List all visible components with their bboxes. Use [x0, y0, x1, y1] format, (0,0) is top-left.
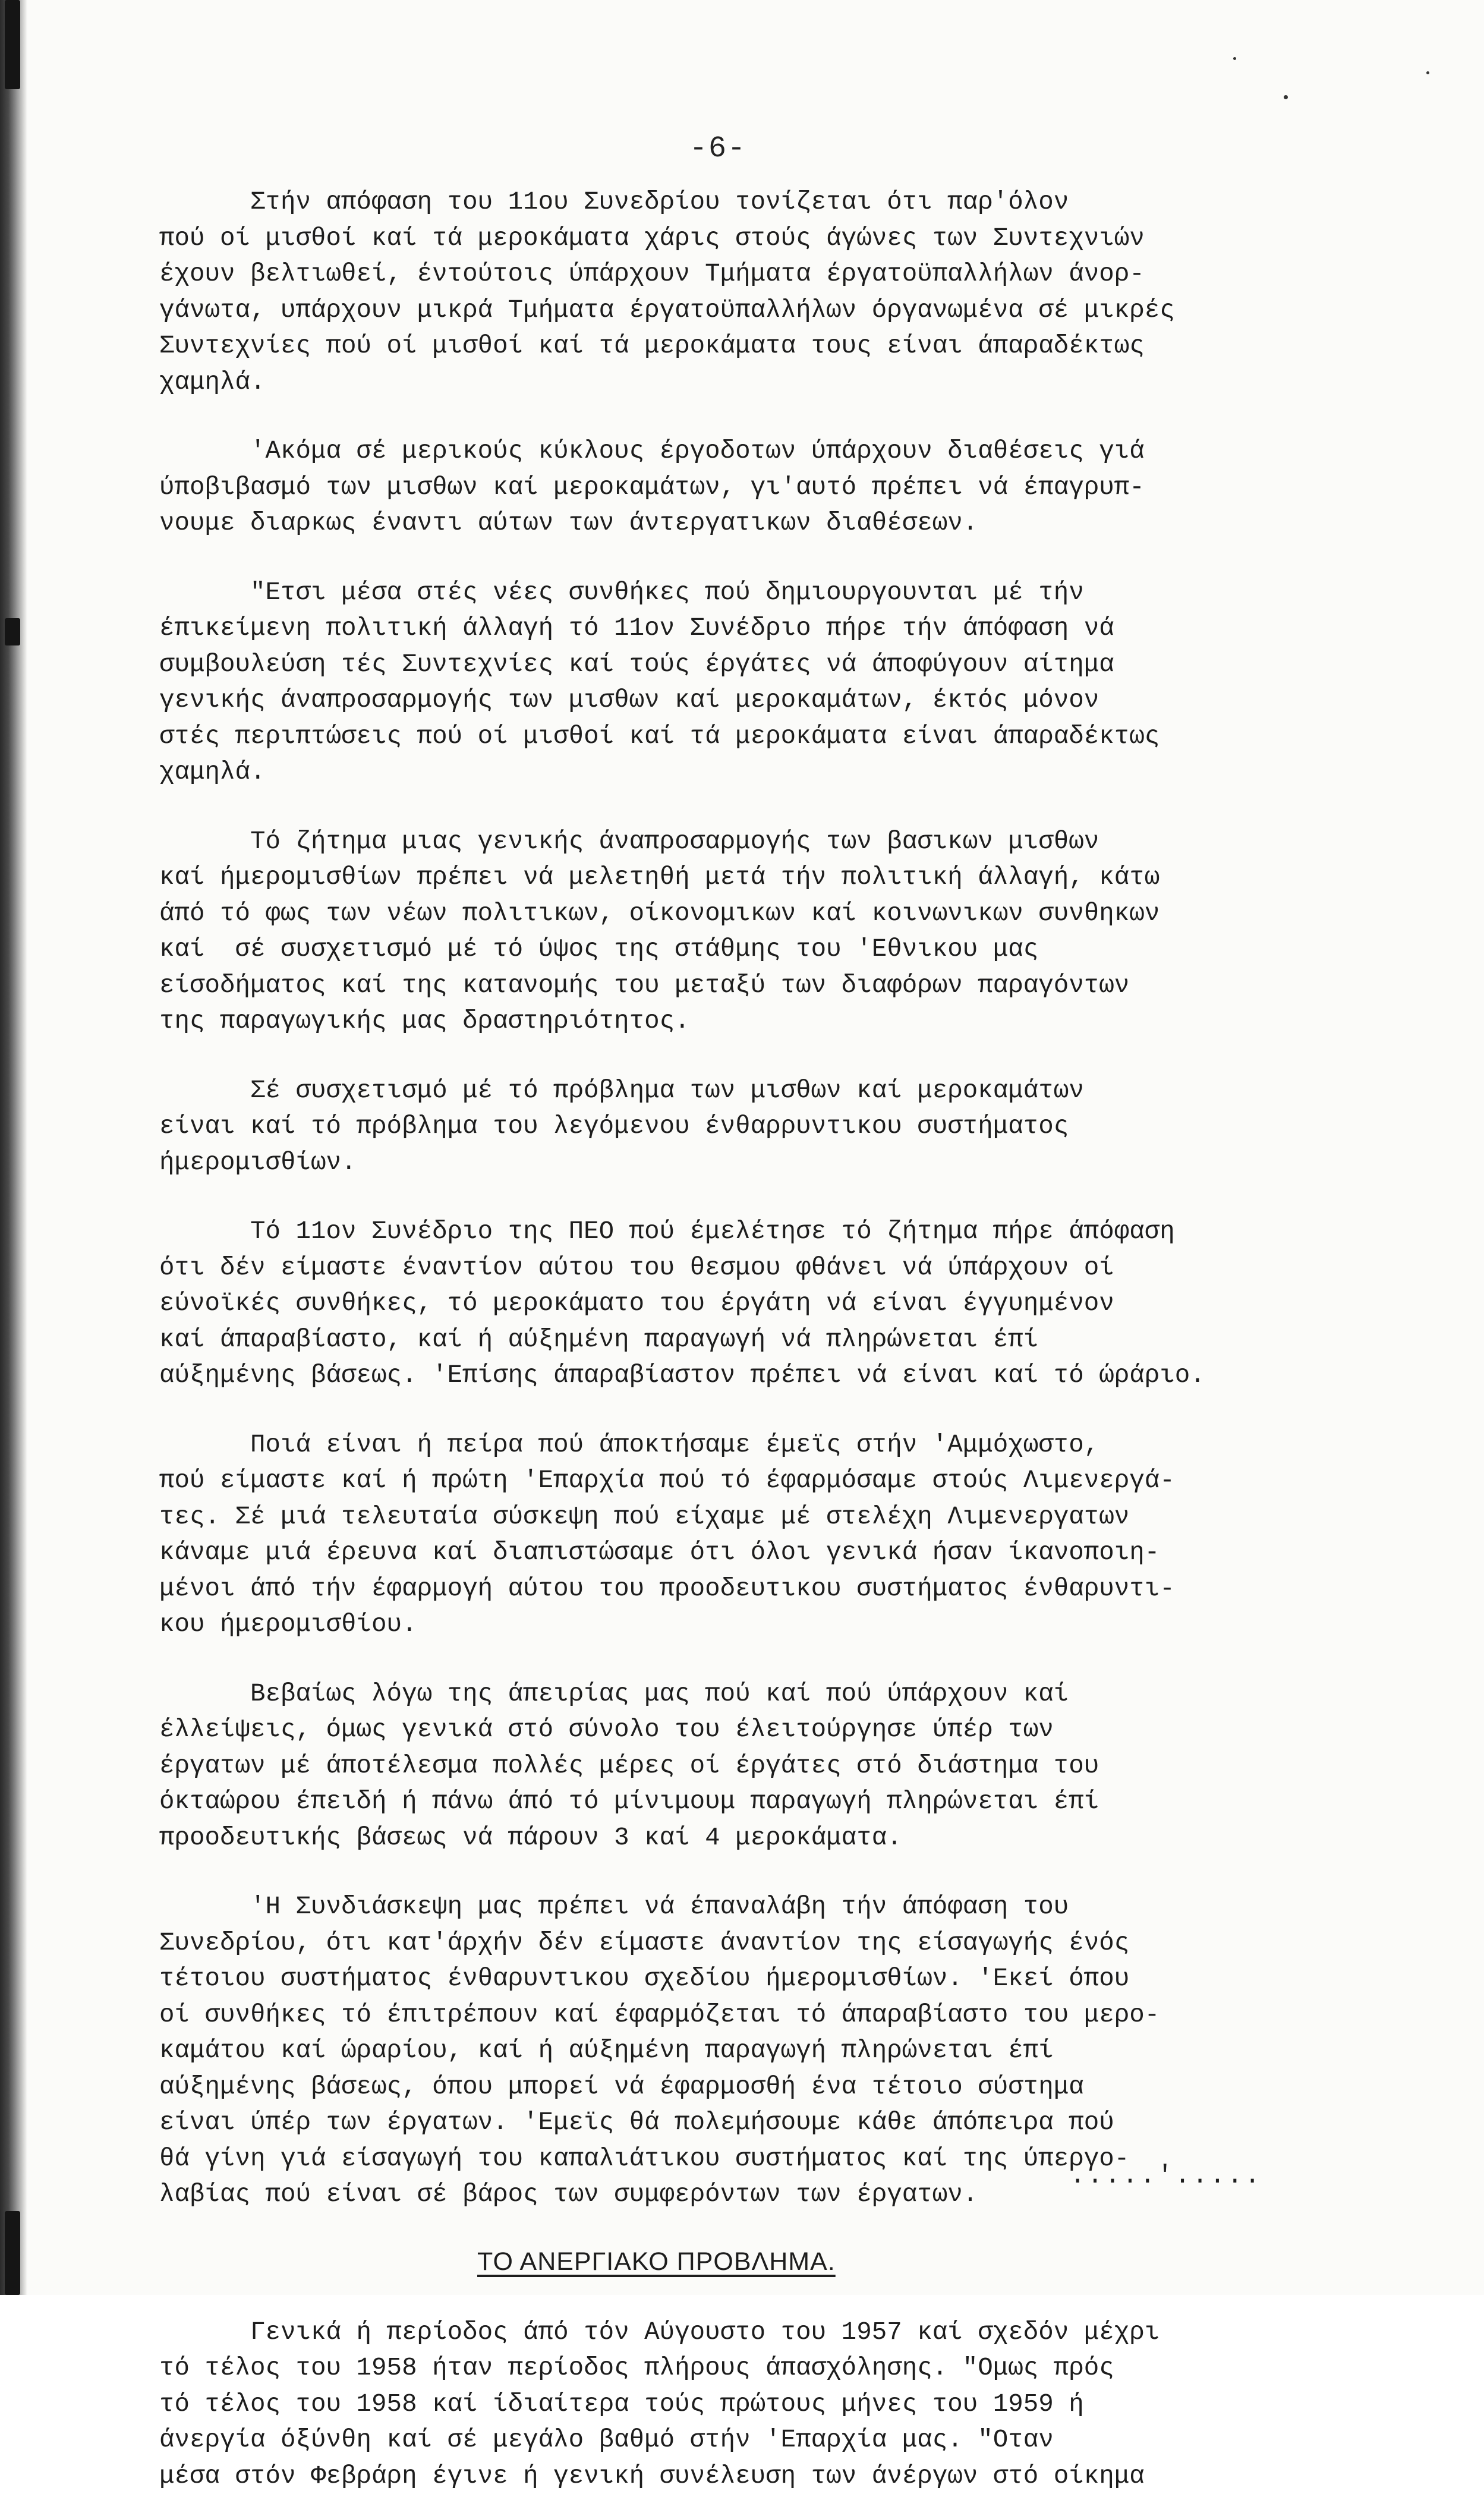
binding-mark [5, 0, 20, 89]
continuation-mark: .....ʹ..... [1070, 2161, 1262, 2191]
dust-speck [1233, 57, 1236, 60]
section-heading-wrap [159, 2247, 1372, 2276]
paragraph: 'Η Συνδιάσκεψη μας πρέπει νά έπαναλάβη τήν άπόφαση του Συνεδρίου, ότι κατ'άρχήν δέν είμαστε άναντίον της είσαγωγής ένός τέτοιου συστήματος ένθαρυντικου σχεδίου ήμερομισθίων. 'Εκεί όπου οί συνθήκες τό έπιτρέπουν καί έφαρμόζεται τό άπαραβίαστο του μερο- καμάτου καί ώραρίου, καί ή αύξημένη παραγωγή πληρώνεται έπί αύξημένης βάσεως, όπου μπορεί νά έφαρμοσθή ένα τέτοιο σύστημα είναι ύπέρ των έργατων. 'Εμεϊς θά πολεμήσουμε κάθε άπόπειρα πού θά γίνη γιά είσαγωγή του καπαλιάτικου συστήματος καί της ύπεργο- λαβίας πού είναι σέ βάρος των συμφερόντων των έργατων. [159, 1889, 1372, 2213]
dust-speck [1284, 95, 1288, 99]
binding-edge [0, 0, 27, 2295]
page-number: -6- [689, 132, 746, 166]
paragraph: Στήν απόφαση του 11ου Συνεδρίου τονίζεται ότι παρ'όλον πού οί μισθοί καί τά μεροκάματα χάρις στούς άγώνες των Συντεχνιών έχουν βελτιωθεί, έντούτοις ύπάρχουν Τμήματα έργατοϋπαλλήλων άνορ- γάνωτα, υπάρχουν μικρά Τμήματα έργατοϋπαλλήλων όργανωμένα σέ μικρές Συντεχνίες πού οί μισθοί καί τά μεροκάματα τους είναι άπαραδέκτως χαμηλά. [159, 184, 1372, 400]
section-heading: ΤΟ ΑΝΕΡΓΙΑΚΟ ΠΡΟΒΛΗΜΑ. [477, 2247, 836, 2276]
paragraph: 'Ακόμα σέ μερικούς κύκλους έργοδοτων ύπάρχουν διαθέσεις γιά ύποβιβασμό των μισθων καί μεροκαμάτων, γι'αυτό πρέπει νά έπαγρυπ- νουμε διαρκως έναντι αύτων των άντεργατικων διαθέσεων. [159, 433, 1372, 541]
paragraph: "Ετσι μέσα στές νέες συνθήκες πού δημιουργουνται μέ τήν έπικείμενη πολιτική άλλαγή τό 11ον Συνέδριο πήρε τήν άπόφαση νά συμβουλεύση τές Συντεχνίες καί τούς έργάτες νά άποφύγουν αίτημα γενικής άναπροσαρμογής των μισθων καί μεροκαμάτων, έκτός μόνον στές περιπτώσεις πού οί μισθοί καί τά μεροκάματα είναι άπαραδέκτως χαμηλά. [159, 575, 1372, 791]
binding-mark [5, 2211, 20, 2295]
document-body [159, 184, 1372, 2494]
paragraph: Ποιά είναι ή πείρα πού άποκτήσαμε έμεϊς στήν 'Αμμόχωστο, πού είμαστε καί ή πρώτη 'Επαρχία πού τό έφαρμόσαμε στούς Λιμενεργά- τες. Σέ μιά τελευταία σύσκεψη πού είχαμε μέ στελέχη Λιμενεργατων κάναμε μιά έρευνα καί διαπιστώσαμε ότι όλοι γενικά ήσαν ίκανοποιη- μένοι άπό τήν έφαρμογή αύτου του προοδευτικου συστήματος ένθαρυντι- κου ήμερομισθίου. [159, 1427, 1372, 1643]
paragraph: Τό 11ον Συνέδριο της ΠΕΟ πού έμελέτησε τό ζήτημα πήρε άπόφαση ότι δέν είμαστε έναντίον αύτου του θεσμου φθάνει νά ύπάρχουν οί εύνοϊκές συνθήκες, τό μεροκάματο του έργάτη νά είναι έγγυημένον καί άπαραβίαστο, καί ή αύξημένη παραγωγή νά πληρώνεται έπί αύξημένης βάσεως. 'Επίσης άπαραβίαστον πρέπει νά είναι καί τό ώράριο. [159, 1214, 1372, 1394]
paragraph: Σέ συσχετισμό μέ τό πρόβλημα των μισθων καί μεροκαμάτων είναι καί τό πρόβλημα του λεγόμενου ένθαρρυντικου συστήματος ήμερομισθίων. [159, 1073, 1372, 1181]
paragraph: Γενικά ή περίοδος άπό τόν Αύγουστο του 1957 καί σχεδόν μέχρι τό τέλος του 1958 ήταν περίοδος πλήρους άπασχόλησης. "Ομως πρός τό τέλος του 1958 καί ίδιαίτερα τούς πρώτους μήνες του 1959 ή άνεργία όξύνθη καί σέ μεγάλο βαθμό στήν 'Επαρχία μας. "Οταν μέσα στόν Φεβράρη έγινε ή γενική συνέλευση των άνέργων στό οίκημα [159, 2314, 1372, 2494]
binding-mark [5, 618, 20, 645]
paragraph: Τό ζήτημα μιας γενικής άναπροσαρμογής των βασικων μισθων καί ήμερομισθίων πρέπει νά μελετηθή μετά τήν πολιτική άλλαγή, κάτω άπό τό φως των νέων πολιτικων, οίκονομικων καί κοινωνικων συνθηκων καί σέ συσχετισμό μέ τό ύψος της στάθμης του 'Εθνικου μας είσοδήματος καί της κατανομής του μεταξύ των διαφόρων παραγόντων της παραγωγικής μας δραστηριότητος. [159, 824, 1372, 1040]
dust-speck [1426, 71, 1429, 74]
paragraph: Βεβαίως λόγω της άπειρίας μας πού καί πού ύπάρχουν καί έλλείψεις, όμως γενικά στό σύνολο του έλειτούργησε ύπέρ των έργατων μέ άποτέλεσμα πολλές μέρες οί έργάτες στό διάστημα του όκταώρου έπειδή ή πάνω άπό τό μίνιμουμ παραγωγή πληρώνεται έπί προοδευτικής βάσεως νά πάρουν 3 καί 4 μεροκάματα. [159, 1676, 1372, 1856]
